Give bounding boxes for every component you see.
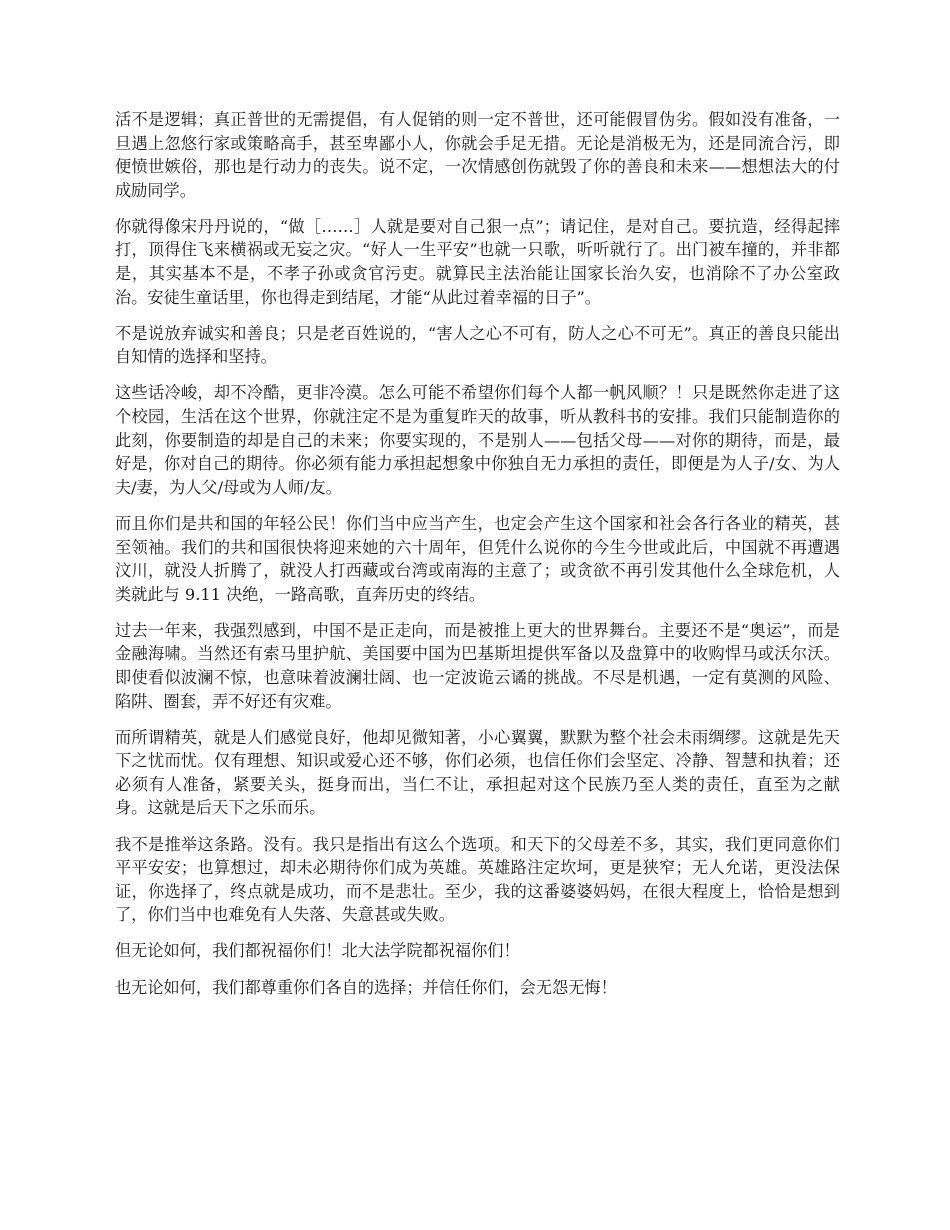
paragraph: 我不是推举这条路。没有。我只是指出有这么个选项。和天下的父母差不多，其实，我们更同意你们平平安安；也算想过，却未必期待你们成为英雄。英雄路注定坎坷，更是狭窄；无人允诺，更没法保证，你选择了，终点就是成功，而不是悲壮。至少，我的这番婆婆妈妈，在很大程度上，恰恰是想到了，你们当中也难免有人失落、失意甚或失败。 [115, 834, 840, 925]
paragraph: 你就得像宋丹丹说的，“做［……］人就是要对自己狠一点”；请记住，是对自己。要抗造，经得起摔打，顶得住飞来横祸或无妄之灾。“好人一生平安”也就一只歌，听听就行了。出门被车撞的，并非都是，其实基本不是，不孝子孙或贪官污吏。就算民主法治能让国家长治久安，也消除不了办公室政治。安徒生童话里，你也得走到结尾，才能“从此过着幸福的日子”。 [115, 216, 840, 307]
paragraph: 这些话冷峻，却不冷酷，更非冷漠。怎么可能不希望你们每个人都一帆风顺？！只是既然你走进了这个校园，生活在这个世界，你就注定不是为重复昨天的故事，听从教科书的安排。我们只能制造你的此刻，你要制造的却是自己的未来；你要实现的，不是别人——包括父母——对你的期待，而是，最好是，你对自己的期待。你必须有能力承担起想象中你独自无力承担的责任，即便是为人子/女、为人夫/妻，为人父/母或为人师/友。 [115, 383, 840, 497]
paragraph: 不是说放弃诚实和善良；只是老百姓说的，“害人之心不可有，防人之心不可无”。真正的善良只能出自知情的选择和坚持。 [115, 323, 840, 367]
paragraph: 但无论如何，我们都祝福你们！北大法学院都祝福你们！ [115, 941, 520, 961]
document-body [115, 108, 840, 1012]
paragraph: 而且你们是共和国的年轻公民！你们当中应当产生，也定会产生这个国家和社会各行各业的精英，甚至领袖。我们的共和国很快将迎来她的六十周年，但凭什么说你的今生今世或此后，中国就不再遭遇汶川，就没人折腾了，就没人打西藏或台湾或南海的主意了；或贪欲不再引发其他什么全球危机，人类就此与 9.11 决绝，一路高歌，直奔历史的终结。 [115, 513, 840, 604]
paragraph: 也无论如何，我们都尊重你们各自的选择；并信任你们，会无怨无悔！ [115, 977, 617, 997]
paragraph: 过去一年来，我强烈感到，中国不是正走向，而是被推上更大的世界舞台。主要还不是“奥运”，而是金融海啸。当然还有索马里护航、美国要中国为巴基斯坦提供军备以及盘算中的收购悍马或沃尔沃。即使看似波澜不惊，也意味着波澜壮阔、也一定波诡云谲的挑战。不尽是机遇，一定有莫测的风险、陷阱、圈套，弄不好还有灾难。 [115, 620, 840, 711]
paragraph: 而所谓精英，就是人们感觉良好，他却见微知著，小心翼翼，默默为整个社会未雨绸缪。这就是先天下之忧而忧。仅有理想、知识或爱心还不够，你们必须，也信任你们会坚定、冷静、智慧和执着；还必须有人准备，紧要关头，挺身而出，当仁不让，承担起对这个民族乃至人类的责任，直至为之献身。这就是后天下之乐而乐。 [115, 727, 840, 818]
paragraph: 活不是逻辑；真正普世的无需提倡，有人促销的则一定不普世，还可能假冒伪劣。假如没有准备，一旦遇上忽悠行家或策略高手，甚至卑鄙小人，你就会手足无措。无论是消极无为，还是同流合污，即便愤世嫉俗，那也是行动力的丧失。说不定，一次情感创伤就毁了你的善良和未来——想想法大的付成励同学。 [115, 110, 840, 200]
